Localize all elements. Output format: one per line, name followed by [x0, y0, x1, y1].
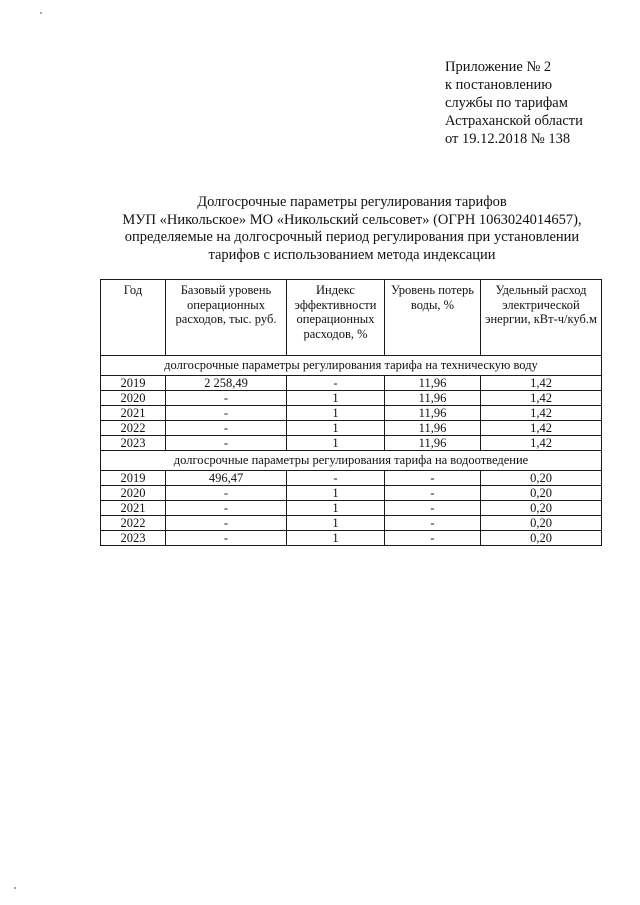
title-line: МУП «Никольское» МО «Никольский сельсовет» (ОГРН 1063024014657), [122, 211, 582, 228]
cell-water-loss: - [385, 531, 481, 546]
header-energy-consumption: Удельный расход электрической энергии, кВт-ч/куб.м [481, 280, 602, 356]
cell-efficiency-index: - [287, 471, 385, 486]
cell-year: 2021 [101, 406, 166, 421]
cell-year: 2019 [101, 376, 166, 391]
cell-efficiency-index: - [287, 376, 385, 391]
cell-water-loss: - [385, 501, 481, 516]
cell-year: 2023 [101, 531, 166, 546]
cell-year: 2022 [101, 516, 166, 531]
cell-efficiency-index: 1 [287, 436, 385, 451]
appendix-line: службы по тарифам [445, 95, 568, 111]
cell-year: 2019 [101, 471, 166, 486]
cell-base-opex: - [166, 501, 287, 516]
section-title-technical-water: долгосрочные параметры регулирования тарифа на техническую воду [101, 356, 602, 376]
cell-base-opex: - [166, 531, 287, 546]
table-row [101, 436, 602, 451]
cell-base-opex: - [166, 436, 287, 451]
table-row [101, 376, 602, 391]
header-efficiency-index: Индекс эффективности операционных расходов, % [287, 280, 385, 356]
cell-water-loss: 11,96 [385, 436, 481, 451]
section-row [101, 356, 602, 376]
scan-speck [14, 887, 16, 889]
cell-efficiency-index: 1 [287, 501, 385, 516]
cell-base-opex: - [166, 406, 287, 421]
cell-efficiency-index: 1 [287, 531, 385, 546]
cell-water-loss: 11,96 [385, 391, 481, 406]
cell-base-opex: 2 258,49 [166, 376, 287, 391]
header-year: Год [101, 280, 166, 356]
cell-base-opex: 496,47 [166, 471, 287, 486]
document-title [95, 194, 609, 264]
appendix-line: Астраханской области [445, 113, 583, 129]
cell-energy: 0,20 [481, 516, 602, 531]
cell-energy: 1,42 [481, 391, 602, 406]
cell-year: 2020 [101, 486, 166, 501]
cell-base-opex: - [166, 421, 287, 436]
table-row [101, 391, 602, 406]
cell-water-loss: - [385, 516, 481, 531]
table-row [101, 501, 602, 516]
cell-base-opex: - [166, 486, 287, 501]
cell-efficiency-index: 1 [287, 391, 385, 406]
cell-year: 2022 [101, 421, 166, 436]
appendix-line: Приложение № 2 [445, 59, 552, 75]
appendix-line: к постановлению [445, 77, 553, 93]
table-row [101, 406, 602, 421]
header-water-loss: Уровень потерь воды, % [385, 280, 481, 356]
appendix-line: от 19.12.2018 № 138 [445, 131, 571, 147]
cell-efficiency-index: 1 [287, 486, 385, 501]
cell-efficiency-index: 1 [287, 421, 385, 436]
parameters-table [100, 279, 602, 546]
cell-energy: 0,20 [481, 471, 602, 486]
cell-year: 2020 [101, 391, 166, 406]
cell-energy: 1,42 [481, 406, 602, 421]
cell-base-opex: - [166, 516, 287, 531]
cell-energy: 0,20 [481, 501, 602, 516]
cell-energy: 1,42 [481, 436, 602, 451]
table-row [101, 471, 602, 486]
cell-water-loss: - [385, 486, 481, 501]
table-row [101, 516, 602, 531]
cell-water-loss: 11,96 [385, 376, 481, 391]
section-row [101, 451, 602, 471]
table-row [101, 421, 602, 436]
scan-speck [40, 12, 42, 14]
cell-base-opex: - [166, 391, 287, 406]
cell-efficiency-index: 1 [287, 516, 385, 531]
cell-year: 2021 [101, 501, 166, 516]
cell-energy: 1,42 [481, 376, 602, 391]
appendix-reference [445, 58, 583, 148]
cell-water-loss: 11,96 [385, 406, 481, 421]
table-row [101, 486, 602, 501]
table-header-row [101, 280, 602, 356]
title-line: Долгосрочные параметры регулирования тарифов [197, 194, 507, 210]
cell-water-loss: 11,96 [385, 421, 481, 436]
header-base-opex: Базовый уровень операционных расходов, тыс. руб. [166, 280, 287, 356]
cell-energy: 0,20 [481, 486, 602, 501]
section-title-wastewater: долгосрочные параметры регулирования тарифа на водоотведение [101, 451, 602, 471]
cell-energy: 0,20 [481, 531, 602, 546]
title-line: определяемые на долгосрочный период регулирования при установлении [124, 229, 580, 245]
cell-efficiency-index: 1 [287, 406, 385, 421]
cell-water-loss: - [385, 471, 481, 486]
table-row [101, 531, 602, 546]
title-line: тарифов с использованием метода индексации [208, 246, 496, 263]
cell-year: 2023 [101, 436, 166, 451]
cell-energy: 1,42 [481, 421, 602, 436]
